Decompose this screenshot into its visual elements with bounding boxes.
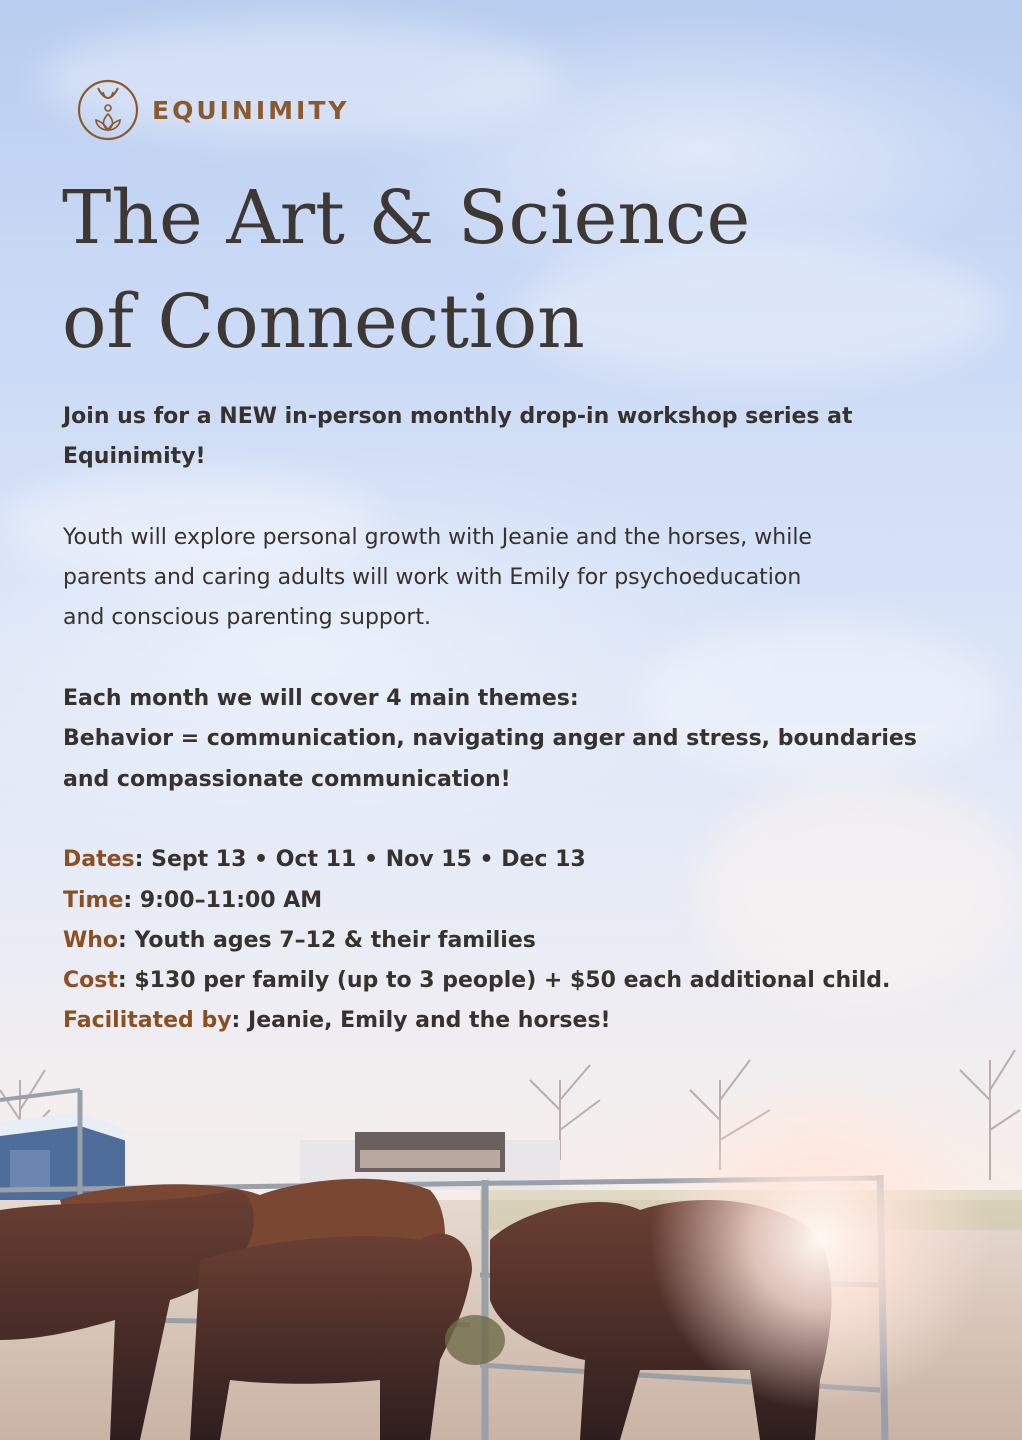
description-line-3: and conscious parenting support. [63, 605, 431, 631]
detail-who [63, 921, 963, 961]
detail-dates [63, 840, 963, 880]
farm-scene-photo [0, 1040, 1022, 1440]
brand-name: EQUINIMITY [152, 95, 350, 125]
detail-dates-value: : Sept 13 • Oct 11 • Nov 15 • Dec 13 [134, 847, 586, 873]
sun-glare [650, 1070, 990, 1410]
brand-logo [76, 78, 350, 142]
themes-line-2: Behavior = communication, navigating anger and stress, boundaries [63, 726, 917, 752]
description-line-1: Youth will explore personal growth with Jeanie and the horses, while [63, 524, 812, 550]
intro-line-2: Equinimity! [63, 444, 206, 470]
detail-cost-label: Cost [63, 968, 118, 994]
detail-facilitated [63, 1001, 963, 1041]
detail-facilitated-value: : Jeanie, Emily and the horses! [231, 1008, 611, 1034]
themes-line-3: and compassionate communication! [63, 766, 511, 792]
detail-time-label: Time [63, 887, 124, 913]
detail-time [63, 881, 963, 921]
detail-cost-value: : $130 per family (up to 3 people) + $50 each additional child. [117, 968, 891, 994]
flyer-body [63, 397, 963, 1042]
title-line-2: of Connection [62, 279, 585, 365]
themes-line-1: Each month we will cover 4 main themes: [63, 686, 579, 712]
detail-dates-label: Dates [63, 847, 135, 873]
description-line-2: parents and caring adults will work with Emily for psychoeducation [63, 565, 802, 591]
detail-who-label: Who [63, 927, 119, 953]
detail-facilitated-label: Facilitated by [63, 1008, 232, 1034]
intro-line-1: Join us for a NEW in-person monthly drop-in workshop series at [63, 404, 853, 429]
detail-who-value: : Youth ages 7–12 & their families [118, 927, 536, 953]
page-title [62, 166, 750, 374]
title-line-1: The Art & Science [62, 175, 751, 261]
detail-time-value: : 9:00–11:00 AM [123, 887, 323, 913]
detail-cost [63, 961, 963, 1001]
lotus-horse-logo-icon [76, 78, 140, 142]
